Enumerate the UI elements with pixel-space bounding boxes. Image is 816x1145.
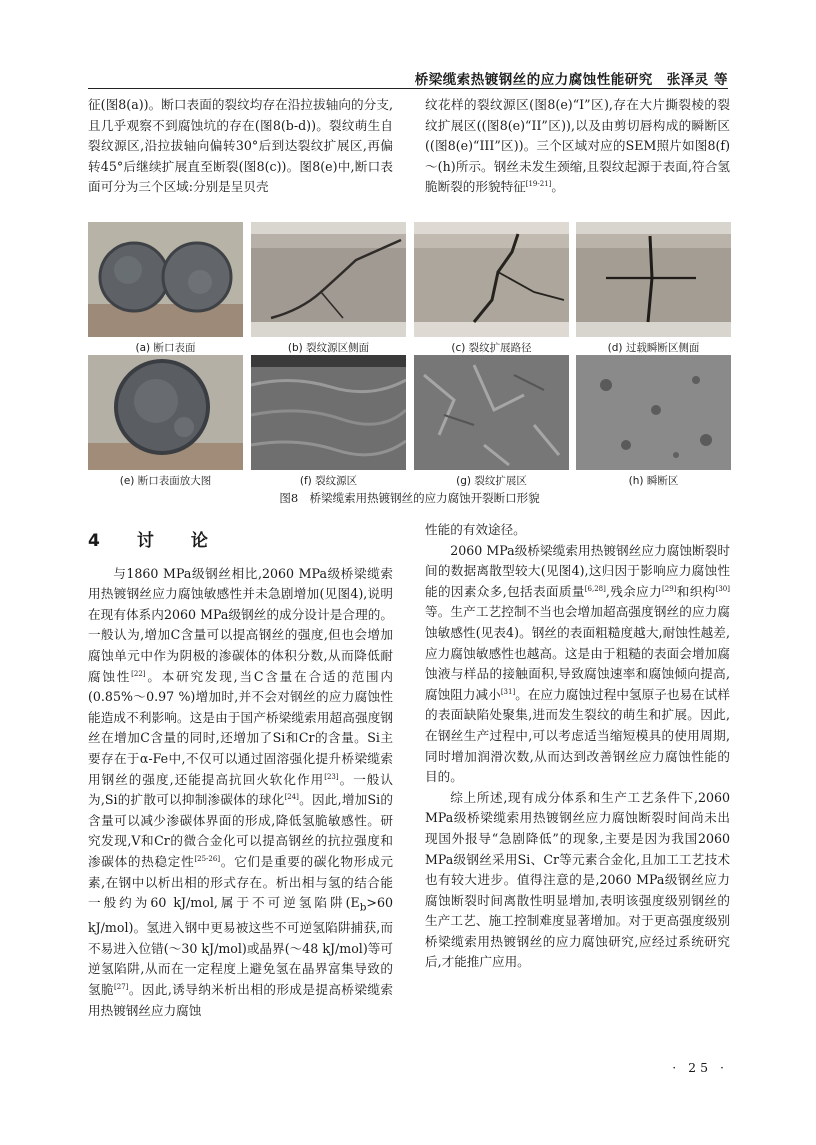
paragraph-continued: 性能的有效途径。 [425, 522, 526, 537]
figure-panel-a-photo [88, 222, 243, 337]
figure-8 [88, 222, 731, 512]
subscript: b [359, 901, 367, 914]
figure-caption: 图8 桥梁缆索用热镀钢丝的应力腐蚀开裂断口形貌 [279, 491, 540, 505]
figure-panel-b-photo [251, 222, 406, 337]
figure-panel-f-sem [251, 355, 406, 470]
figure-caption-f: (f) 裂纹源区 [299, 475, 358, 487]
citation: [30] [715, 584, 730, 593]
figure-caption-b: (b) 裂纹源区侧面 [287, 342, 370, 354]
figure-caption-e: (e) 断口表面放大图 [119, 475, 212, 487]
citation: [29] [662, 584, 677, 593]
section-title: 4 讨 论 [88, 531, 218, 551]
figure-panel-h-sem [576, 355, 731, 470]
right-column-top [425, 95, 730, 198]
figure-caption-d: (d) 过载瞬断区侧面 [607, 342, 700, 354]
figure-caption-a: (a) 断口表面 [135, 342, 196, 354]
figure-caption-h: (h) 瞬断区 [628, 475, 679, 487]
figure-caption-g: (g) 裂纹扩展区 [456, 475, 527, 487]
figure-caption-c: (c) 裂纹扩展路径 [451, 342, 532, 354]
citation: [22] [131, 669, 146, 678]
figure-panel-c-photo [414, 222, 569, 337]
left-column-top [88, 95, 393, 198]
figure-panel-e-photo [88, 355, 243, 470]
paragraph: 2060 MPa级桥梁缆索用热镀钢丝应力腐蚀断裂时间的数据离散型较大(见图4),这归因于影响应力腐蚀性能的因素众多,包括表面质量[6,28],残余应力[29]和织构[30]等。生产工艺控制不当也会增加超高强度钢丝的应力腐蚀敏感性(见表4)。钢丝的表面粗糙度越大,耐蚀性越差,应力腐蚀敏感性也越高。这是由于粗糙的表面会增加腐蚀液与样品的接触面积,导致腐蚀速率和腐蚀倾向提高,腐蚀阻力减小[31]。在应力腐蚀过程中氢原子也易在试样的表面缺陷处聚集,进而发生裂纹的萌生和扩展。因此,在钢丝生产过程中,可以考虑适当缩短模具的使用周期,同时增加润滑次数,从而达到改善钢丝应力腐蚀性能的目的。 [425, 542, 731, 785]
paragraph: 与1860 MPa级钢丝相比,2060 MPa级桥梁缆索用热镀钢丝应力腐蚀敏感性并未急剧增加(见图4),说明在现有体系内2060 MPa级钢丝的成分设计是合理的。一般认为,增加C含量可以提高钢丝的强度,但也会增加腐蚀单元中作为阴极的渗碳体的体积分数,从而降低耐腐蚀性[22]。本研究发现,当C含量在合适的范围内(0.85%～0.97 %)增加时,并不会对钢丝的应力腐蚀性能造成不利影响。这是由于国产桥梁缆索用超高强度钢丝在增加C含量的同时,还增加了Si和Cr的含量。Si主要存在于α-Fe中,不仅可以通过固溶强化提升桥梁缆索用钢丝的强度,还能提高抗回火软化作用[23]。一般认为,Si的扩散可以抑制渗碳体的球化[24]。因此,增加Si的含量可以减少渗碳体界面的形成,降低氢脆敏感性。研究发现,V和Cr的微合金化可以提高钢丝的抗拉强度和渗碳体的热稳定性[25-26]。它们是重要的碳化物形成元素,在钢中以析出相的形式存在。析出相与氢的结合能一般约为60 kJ/mol,属于不可逆氢陷阱($E_b>60$ kJ/mol)。氢进入钢中更易被这些不可逆氢陷阱捕获,而不易进入位错(～30 kJ/mol)或晶界(～48 kJ/mol)等可逆氢陷阱,从而在一定程度上避免氢在晶界富集导致的氢脆[27]。因此,诱导纳米析出相的形成是提高桥梁缆索用热镀钢丝应力腐蚀 [88, 565, 394, 1018]
running-title: 桥梁缆索热镀钢丝的应力腐蚀性能研究 张泽灵 等 [414, 72, 728, 88]
figure-panel-d-photo [576, 222, 731, 337]
citation: [6,28] [584, 584, 606, 593]
citation: [25-26] [194, 854, 221, 863]
running-header [88, 64, 728, 89]
left-column-bottom [88, 527, 393, 1021]
citation: [31] [500, 687, 516, 696]
citation: [24] [284, 793, 299, 802]
paragraph: 综上所述,现有成分体系和生产工艺条件下,2060 MPa级桥梁缆索用热镀钢丝应力腐蚀断裂时间尚未出现国外报导“急剧降低”的现象,主要是因为我国2060 MPa级钢丝采用Si、Cr等元素合金化,且加工工艺技术也有较大进步。值得注意的是,2060 MPa级钢丝应力腐蚀断裂时间离散性明显增加,表明该强度级别钢丝的生产工艺、施工控制难度显著增加。对于更高强度级别桥梁缆索用热镀钢丝的应力腐蚀研究,应经过系统研究后,才能推广应用。 [425, 789, 730, 970]
citation: [19-21] [525, 180, 552, 189]
paragraph: 征(图8(a))。断口表面的裂纹均存在沿拉拔轴向的分支,且几乎观察不到腐蚀坑的存在(图8(b-d))。裂纹萌生自裂纹源区,沿拉拔轴向偏转30°后到达裂纹扩展区,再偏转45°后继续扩展直至断裂(图8(c))。图8(e)中,断口表面可分为三个区域:分别是呈贝壳 [88, 97, 393, 195]
figure-panel-g-sem [414, 355, 569, 470]
page-number: · 25 · [672, 1060, 728, 1075]
right-column-bottom [425, 520, 730, 973]
citation: [23] [324, 772, 339, 781]
paragraph: 纹花样的裂纹源区(图8(e)“I”区),存在大片撕裂棱的裂纹扩展区((图8(e)“II”区)),以及由剪切唇构成的瞬断区((图8(e)“III”区))。三个区域对应的SEM照片如图8(f)～(h)所示。钢丝未发生颈缩,且裂纹起源于表面,符合氢脆断裂的形貌特征[19-21]。 [425, 97, 730, 195]
citation: [27] [114, 982, 129, 991]
